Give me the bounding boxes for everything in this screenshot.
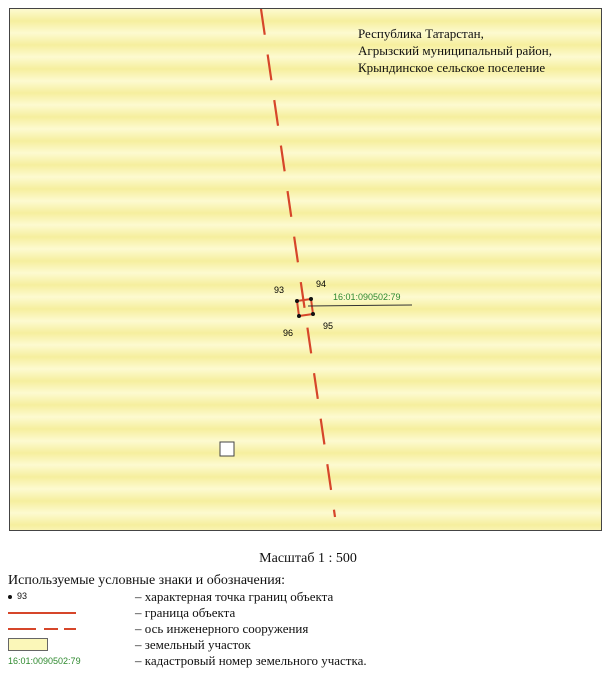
legend-parcel-symbol (8, 637, 118, 653)
legend-cadastral-description: – кадастровый номер земельного участка. (135, 653, 367, 668)
settlement-name: Крындинское сельское поселение (358, 60, 546, 75)
district-name: Агрызский муниципальный район, (358, 43, 552, 58)
legend-item-boundary (0, 605, 616, 621)
map-canvas (10, 9, 602, 531)
point-label-96: 96 (283, 328, 294, 338)
region-name: Республика Татарстан, (358, 26, 484, 41)
cadastral-number-label: 16:01:090502:79 (333, 292, 401, 302)
legend-point-symbol (8, 589, 118, 605)
legend-item-parcel (0, 637, 616, 653)
small-parcel (220, 442, 234, 456)
point-label-95: 95 (323, 321, 334, 331)
map-scale: Масштаб 1 : 500 (259, 551, 357, 566)
boundary-point-95 (311, 312, 315, 316)
boundary-point-93 (295, 299, 299, 303)
point-label-93: 93 (274, 285, 285, 295)
legend-boundary-symbol (8, 605, 118, 621)
point-label-94: 94 (316, 279, 327, 289)
dashed-line-icon (8, 628, 36, 630)
map-background (10, 9, 602, 531)
legend-item-point (0, 589, 616, 605)
legend-axis-description: – ось инженерного сооружения (135, 621, 309, 636)
legend-title: Используемые условные знаки и обозначения: (8, 573, 286, 588)
legend-axis-symbol (8, 621, 118, 637)
legend-point-sample: 93 (17, 591, 28, 601)
parcel-fill-icon (8, 638, 48, 651)
boundary-point-94 (309, 297, 313, 301)
map-frame (9, 8, 602, 531)
boundary-point-96 (297, 314, 301, 318)
legend-point-description: – характерная точка границ объекта (135, 589, 334, 604)
point-dot-icon (8, 595, 12, 599)
solid-line-icon (8, 612, 76, 614)
legend-item-cadastral (0, 653, 616, 669)
legend-item-axis (0, 621, 616, 637)
legend-parcel-description: – земельный участок (135, 637, 251, 652)
dashed-line-icon (44, 628, 58, 630)
legend-cadastral-sample: 16:01:0090502:79 (8, 656, 81, 666)
legend-boundary-description: – граница объекта (135, 605, 236, 620)
legend-cadastral-symbol (8, 653, 118, 669)
dashed-line-icon (64, 628, 76, 630)
